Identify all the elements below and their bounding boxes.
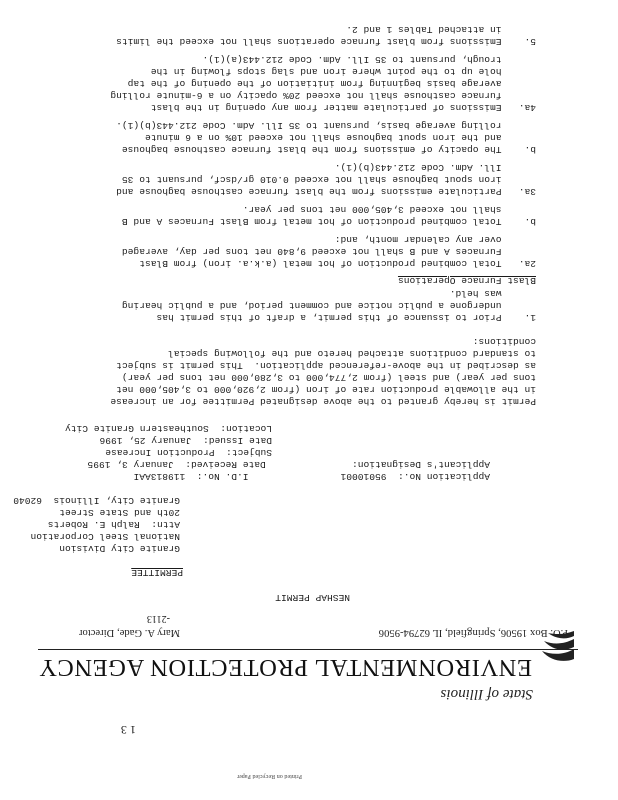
body-line-1: Permit is hereby granted to the above designated Permittee for an increase (110, 396, 536, 407)
agency-director: Mary A. Gade, Director (78, 627, 180, 638)
letterhead-rule (38, 649, 578, 650)
street-address: 20th and State Street (59, 507, 180, 518)
condition-4a-line-1: 4a. Emissions of particulate matter from any opening in the blast (150, 102, 536, 113)
condition-5-line-2: in attached Tables 1 and 2. (346, 24, 536, 35)
condition-3a-line-1: 3a. Particulate emissions from the blast furnace casthouse baghouse and (116, 186, 536, 197)
recycled-paper-note: Printed on Recycled Paper (236, 773, 302, 779)
addressee-label: PERMITTEE (131, 567, 183, 578)
condition-2a-line-1: 2a. Total combined production of hot metal (a.k.a. iron) from Blast (139, 258, 536, 269)
condition-1-line-2: undergone a public notice and comment period, and a public hearing (121, 300, 536, 311)
section-heading: Blast Furnace Operations (397, 275, 536, 286)
condition-3b-line-3: rolling average basis, pursuant to 35 Ill. Adm. Code 212.443(b)(1). (116, 120, 536, 131)
condition-2a-line-2: Furnaces A and B shall not exceed 9,840 net tons per day, averaged (121, 246, 536, 257)
phone-extension: -2113 (146, 613, 170, 624)
permit-details-line-1: Application No.: 95010001 I.D. No.: 119813AAI (133, 471, 490, 482)
permit-heading: NESHAP PERMIT (275, 592, 350, 603)
condition-1-line-1: 1. Prior to issuance of this permit, a draft of this permit has (156, 312, 536, 323)
addressee: Granite City Division (59, 543, 180, 554)
body-line-5: to standard conditions attached hereto and the following special (167, 348, 536, 359)
condition-3b-line-2: and the iron spout baghouse shall not exceed 10% on a 6 minute (144, 132, 536, 143)
agency-name: ENVIRONMENTAL PROTECTION AGENCY (38, 654, 532, 681)
body-line-6: conditions: (472, 336, 536, 347)
condition-2b-line-2: shall not exceed 3,405,000 net tons per year. (242, 204, 536, 215)
condition-4a-line-5: trough, pursuant to 35 Ill. Adm. Code 212.443(a)(1). (202, 54, 536, 65)
condition-3a-line-2: iron spout baghouse shall not exceed 0.010 gr/dscf, pursuant to 35 (121, 174, 536, 185)
attention-line: Attn: Ralph E. Roberts (47, 519, 180, 530)
page-mark: 1 3 (120, 723, 136, 737)
condition-4a-line-4: hole up to the point where iron and slag stops flowing in the (150, 66, 536, 77)
body-line-3: tons per year) and steel (from 2,774,000 to 3,280,000 net tons per year) (121, 372, 536, 383)
condition-4a-line-2: furnace casthouse shall not exceed 20% opacity on a 6-minute rolling (110, 90, 536, 101)
condition-2b-line-1: b. Total combined production of hot metal from Blast Furnaces A and B (121, 216, 536, 227)
condition-5-line-1: 5. Emissions from blast furnace operations shall not exceed the limits (116, 36, 536, 47)
city-state-zip: Granite City, Illinois 62040 (13, 495, 180, 506)
company-name: National Steel Corporation (30, 531, 180, 542)
permit-details-line-5: Location: Southeastern Granite City (64, 423, 272, 434)
body-line-4: as described in the above-referenced application. This permit is subject (116, 360, 536, 371)
agency-address: P.O. Box 19506, Springfield, IL 62794-9506 (378, 627, 568, 638)
condition-3b-line-1: b. The opacity of emissions from the blast furnace casthouse baghouse (121, 144, 536, 155)
permit-details-line-4: Date Issued: January 25, 1996 (99, 435, 272, 446)
condition-3a-line-3: Ill. Adm. Code 212.443(b)(1). (334, 162, 536, 173)
state-name: State of Illinois (440, 686, 533, 702)
body-line-2: in the allowable production rate of iron (from 2,920,000 to 3,405,000 net (116, 384, 536, 395)
condition-4a-line-3: average basis beginning from initiation of the opening of the tap (127, 78, 536, 89)
permit-details-line-3: Subject: Production Increase (105, 447, 272, 458)
condition-1-line-3: was held. (449, 288, 536, 299)
permit-details-line-2: Applicant's Designation: Date Received: January 3, 1995 (87, 459, 490, 470)
condition-2a-line-3: over any calendar month, and: (334, 234, 536, 245)
